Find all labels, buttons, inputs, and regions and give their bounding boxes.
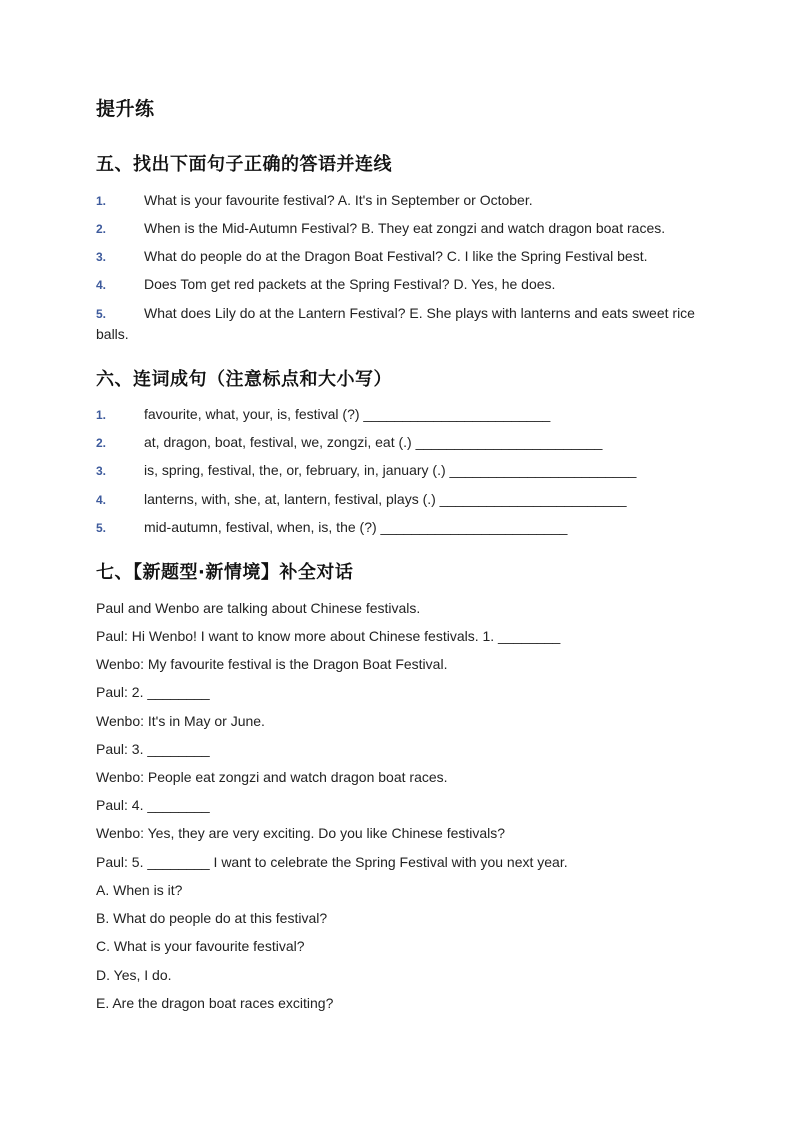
item-text: Does Tom get red packets at the Spring Festival? D. Yes, he does. (144, 276, 556, 292)
item-text: mid-autumn, festival, when, is, the (?) ________________________ (144, 519, 568, 535)
answer-option-e: E. Are the dragon boat races exciting? (96, 995, 334, 1011)
section-6-item-3 (96, 460, 706, 481)
section-7-title: 七、【新题型·新情境】补全对话 (96, 562, 354, 583)
section-5-item-2 (96, 218, 706, 239)
item-text: favourite, what, your, is, festival (?) ________________________ (144, 406, 551, 422)
item-text: lanterns, with, she, at, lantern, festival, plays (.) ________________________ (144, 491, 627, 507)
answer-option-b: B. What do people do at this festival? (96, 910, 328, 926)
section-5-item-4 (96, 274, 706, 295)
item-text: What does Lily do at the Lantern Festival? E. She plays with lanterns and eats sweet rice balls. (96, 305, 695, 342)
item-text: at, dragon, boat, festival, we, zongzi, eat (.) ________________________ (144, 434, 603, 450)
answer-option-c: C. What is your favourite festival? (96, 938, 305, 954)
section-5-title: 五、找出下面句子正确的答语并连线 (96, 154, 392, 175)
answer-option-d: D. Yes, I do. (96, 967, 172, 983)
section-5-item-3 (96, 246, 706, 267)
dialogue-line: Wenbo: My favourite festival is the Dragon Boat Festival. (96, 656, 448, 672)
dialogue-line: Paul: 2. ________ (96, 684, 210, 700)
item-number: 1. (96, 194, 107, 208)
section-6-item-5 (96, 517, 706, 538)
dialogue-line: Wenbo: Yes, they are very exciting. Do you like Chinese festivals? (96, 825, 506, 841)
answer-option-a: A. When is it? (96, 882, 183, 898)
item-number: 5. (96, 307, 107, 321)
dialogue-line: Paul: 3. ________ (96, 741, 210, 757)
item-text: is, spring, festival, the, or, february, in, january (.) ________________________ (144, 462, 637, 478)
item-number: 4. (96, 493, 107, 507)
section-6-item-1 (96, 404, 706, 425)
item-text: When is the Mid-Autumn Festival? B. They eat zongzi and watch dragon boat races. (144, 220, 666, 236)
item-number: 3. (96, 464, 107, 478)
dialogue-line: Paul and Wenbo are talking about Chinese festivals. (96, 600, 421, 616)
page-title: 提升练 (96, 98, 155, 120)
item-text: What is your favourite festival? A. It's in September or October. (144, 192, 533, 208)
item-number: 3. (96, 250, 107, 264)
section-6-item-2 (96, 432, 706, 453)
item-text: What do people do at the Dragon Boat Festival? C. I like the Spring Festival best. (144, 248, 648, 264)
dialogue-line: Paul: 4. ________ (96, 797, 210, 813)
dialogue-line: Wenbo: It's in May or June. (96, 713, 265, 729)
dialogue-line: Paul: Hi Wenbo! I want to know more about Chinese festivals. 1. ________ (96, 628, 561, 644)
item-number: 5. (96, 521, 107, 535)
section-5-item-1 (96, 190, 706, 211)
section-5-item-5 (96, 303, 706, 344)
item-number: 1. (96, 408, 107, 422)
dialogue-line: Paul: 5. ________ I want to celebrate the Spring Festival with you next year. (96, 854, 568, 870)
dialogue-line: Wenbo: People eat zongzi and watch dragon boat races. (96, 769, 448, 785)
item-number: 2. (96, 222, 107, 236)
section-6-item-4 (96, 489, 706, 510)
item-number: 2. (96, 436, 107, 450)
section-6-title: 六、连词成句（注意标点和大小写） (96, 369, 392, 390)
item-number: 4. (96, 278, 107, 292)
